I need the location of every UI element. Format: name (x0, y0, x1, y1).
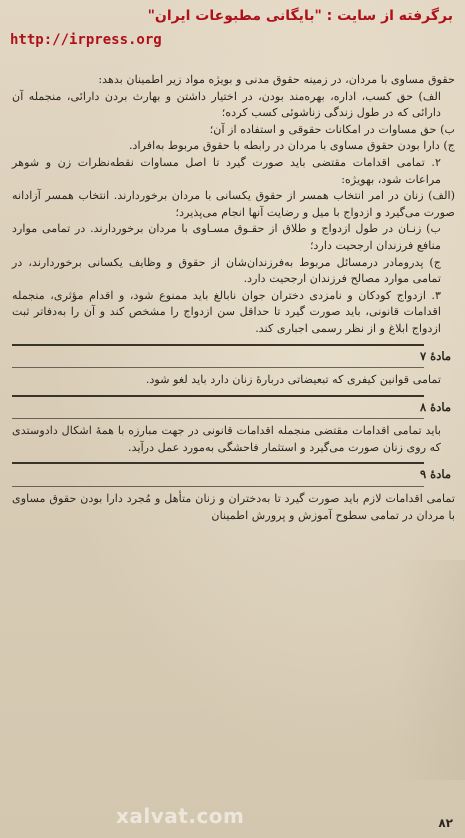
item-2-alef: (الف) زنان در امر انتخاب همسر از حقوق یکسانی با مردان برخوردارند. انتخاب همسر آزادانه صورت می‌گیرد و ازدواج با میل و رضایت آنها انجام می‌پذیرد؛ (12, 189, 455, 219)
bleed-through-shadow (395, 560, 465, 780)
article-divider (12, 462, 424, 464)
article-8-underline (12, 418, 424, 419)
article-7-heading: مادهٔ ۷ (419, 348, 451, 363)
source-url[interactable]: http://irpress.org (10, 32, 162, 48)
article-9-heading: مادهٔ ۹ (419, 467, 451, 482)
clause-alef: الف) حق کسب، اداره، بهره‌مند بودن، در اختیار داشتن و بهارث بردن دارائی، منجمله آن دارائی که در طول زندگی زناشوئی کسب کرده؛ (12, 89, 441, 120)
clause-be: ب) حق مساوات در امکانات حقوقی و استفاده از آن؛ (209, 122, 455, 136)
article-8-heading: مادهٔ ۸ (419, 399, 451, 414)
article-7-underline (12, 367, 424, 368)
article-8-text: باید تمامی اقدامات مقتضی منجمله اقدامات قانونی در جهت مبارزه با همهٔ اشکال دادوستدی که روی زنان صورت می‌گیرد و استثمار فاحشگی به‌مورد عمل درآید. (12, 424, 441, 454)
item-2-je: ج) پدرومادر درمسائل مربوط به‌فرزندان‌شان از حقوق و وظایف یکسانی برخوردارند، در تمامی موارد مصالح فرزندان ارجحیت دارد. (12, 255, 441, 286)
article-9-underline (12, 486, 424, 487)
source-header (0, 6, 465, 58)
page-number: ۸۲ (438, 816, 453, 830)
item-3: ۳. ازدواج کودکان و نامزدی دختران جوان نابالغ باید ممنوع شود، و اقدام مؤثری، منجمله اقدامات قانونی، باید صورت گیرد تا حداقل سن ازدواج را مشخص کند و آن را به‌دفاتر ثبت ازدواج ابلاغ و از نظر رسمی اجباری کند. (12, 288, 441, 335)
article-divider (12, 344, 424, 346)
site-watermark: xalvat.com (116, 804, 245, 828)
article-9-text: تمامی اقدامات لازم باید صورت گیرد تا به‌دختران و زنان متأهل و مُجرد دارا بودن حقوق مساوی با مردان در تمامی سطوح آموزش و پرورش اطمینان (12, 492, 455, 522)
clause-je: ج) دارا بودن حقوق مساوی با مردان در رابطه با حقوق مربوط به‌افراد. (128, 139, 455, 153)
article-7-text: تمامی قوانین کیفری که تبعیضاتی دربارهٔ زنان دارد باید لغو شود. (145, 373, 441, 387)
item-2-be: ب) زنـان در طول ازدواج و طلاق از حقـوق مسـاوی با مردان برخوردارند. در تمامی موارد منافع فرزندان ارجحیت دارد؛ (12, 222, 441, 252)
article-divider (12, 395, 424, 397)
intro-paragraph: حقوق مساوی با مردان، در زمینه حقوق مدنی و بویژه مواد زیر اطمینان بدهد: (98, 73, 455, 86)
document-body (12, 72, 455, 812)
item-2: ۲. تمامی اقدامات مقتضی باید صورت گیرد تا اصل مساوات نقطه‌نظرات زن و شوهر مراعات شود، بهویژه: (12, 155, 441, 186)
source-title: برگرفته از سایت : "بایگانی مطبوعات ایران" (147, 8, 453, 24)
